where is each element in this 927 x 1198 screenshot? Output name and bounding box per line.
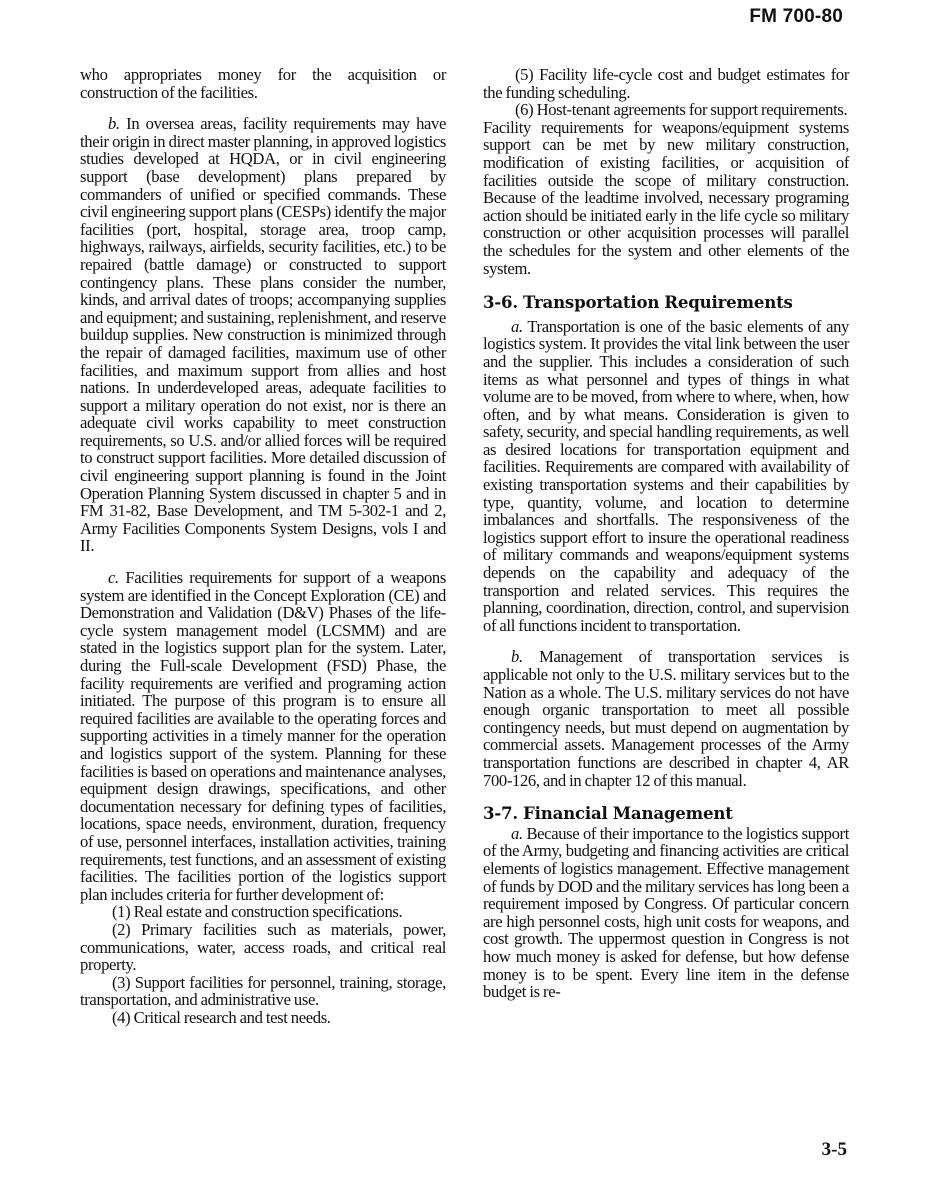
paragraph-label: b. bbox=[108, 114, 120, 134]
paragraph-label: b. bbox=[511, 647, 523, 667]
page-number: 3-5 bbox=[821, 1139, 847, 1160]
paragraph-b-transportation-management bbox=[483, 648, 849, 789]
list-item: (6) Host-tenant agreements for support requirements. bbox=[515, 100, 848, 120]
paragraph-text: Because of their importance to the logistics support of the Army, budgeting and financing activities are critical elements of logistics management. Effective management of funds by DOD and the military services has long been a requirement imposed by Congress. Of particular concern are high personnel costs, high unit costs for weapons, and cost growth. The uppermost question in Congress is not how much money is asked for defense, but how defense money is to be spent. Every line item in the defense budget is re- bbox=[483, 823, 849, 1002]
paragraph-continuation: who appropriates money for the acquisition or construction of the facilities. bbox=[80, 65, 446, 102]
section-heading-3-7: 3-7. Financial Management bbox=[483, 803, 733, 824]
paragraph-label: a. bbox=[511, 316, 523, 336]
paragraph-b-oversea bbox=[80, 115, 446, 555]
list-item: (3) Support facilities for personnel, training, storage, transportation, and administrative use. bbox=[80, 972, 446, 1010]
list-item: (5) Facility life-cycle cost and budget estimates for the funding scheduling. bbox=[483, 65, 849, 102]
left-column bbox=[80, 66, 446, 1026]
paragraph-c-weapons-system bbox=[80, 569, 446, 903]
paragraph-a-financial bbox=[483, 825, 849, 1001]
right-column bbox=[483, 66, 849, 1001]
list-item: (2) Primary facilities such as materials, power, communications, water, access roads, and critical real property. bbox=[80, 919, 446, 975]
paragraph-text: In oversea areas, facility requirements may have their origin in direct master planning, in approved logistics studies developed at HQDA, or in civil engineering support (base development) plans prepared by commanders of unified or specified commands. These civil engineering support plans (CESPs) identify the major facilities (port, hospital, storage area, troop camp, highways, railways, airfields, security facilities, etc.) to be repaired (battle damage) or constructed to support contingency plans. These plans consider the number, kinds, and arrival dates of troops; accompanying supplies and equipment; and sustaining, replenishment, and reserve buildup supplies. New construction is minimized through the repair of damaged facilities, maximum use of other facilities, and maximum support from allies and host nations. In underdeveloped areas, adequate facilities to support a military operation do not exist, nor is there an adequate civil works capability to meet construction requirements, so U.S. and/or allied forces will be required to construct support facilities. More detailed discussion of civil engineering support planning is found in the Joint Operation Planning System discussed in chapter 5 and in FM 31-82, Base Development, and TM 5-302-1 and 2, Army Facilities Components System Designs, vols I and II. bbox=[80, 114, 446, 556]
paragraph-label: c. bbox=[108, 568, 119, 588]
list-item: (4) Critical research and test needs. bbox=[112, 1007, 331, 1027]
paragraph-label: a. bbox=[511, 823, 523, 843]
paragraph-facility-requirements: Facility requirements for weapons/equipment systems support can be met by new military construction, modification of existing facilities, or acquisition of facilities outside the scope of military construction. Because of the leadtime involved, necessary programing action should be initiated early in the life cycle so military construction or other acquisition processes will parallel the schedules for the system and other elements of the system. bbox=[483, 117, 849, 278]
paragraph-a-transportation bbox=[483, 318, 849, 635]
page-header: FM 700-80 bbox=[749, 6, 843, 27]
paragraph-text: Facilities requirements for support of a weapons system are identified in the Concept Exploration (CE) and Demonstration and Validation (D&V) Phases of the life-cycle system management model (LCSMM) and are stated in the logistics support plan for the system. Later, during the Full-scale Development (FSD) Phase, the facility requirements are verified and programing action initiated. The purpose of this program is to ensure all required facilities are available to the operating forces and supporting activities in a timely manner for the operation and logistics support of the system. Planning for these facilities is based on operations and maintenance analyses, equipment design drawings, specifications, and other documentation necessary for defining types of facilities, locations, space needs, environment, duration, frequency of use, personnel interfaces, installation activities, training requirements, test functions, and an assessment of existing facilities. The facilities portion of the logistics support plan includes criteria for further development of: bbox=[80, 568, 446, 904]
section-heading-3-6: 3-6. Transportation Requirements bbox=[483, 292, 793, 313]
list-item: (1) Real estate and construction specifications. bbox=[112, 902, 403, 922]
paragraph-text: Management of transportation services is applicable not only to the U.S. military services but to the Nation as a whole. The U.S. military services do not have enough organic transportation to meet all possible contingency needs, but must depend on augmentation by commercial assets. Management processes of the Army transportation functions are described in chapter 4, AR 700-126, and in chapter 12 of this manual. bbox=[483, 647, 849, 790]
paragraph-text: Transportation is one of the basic elements of any logistics system. It provides the vital link between the user and the supplier. This includes a consideration of such items as what personnel and types of things in what volume are to be moved, from where to where, when, how often, and by what means. Consideration is given to safety, security, and special handling requirements, as well as desired locations for transportation equipment and facilities. Requirements are compared with availability of existing transportation systems and their capabilities by type, quantity, volume, and location to determine imbalances and shortfalls. The responsiveness of the logistics support effort to insure the operational readiness of military commands and weapons/equipment systems depends on the capability and adequacy of the transportion and related services. This requires the planning, coordination, direction, control, and supervision of all functions incident to transportation. bbox=[483, 316, 849, 635]
